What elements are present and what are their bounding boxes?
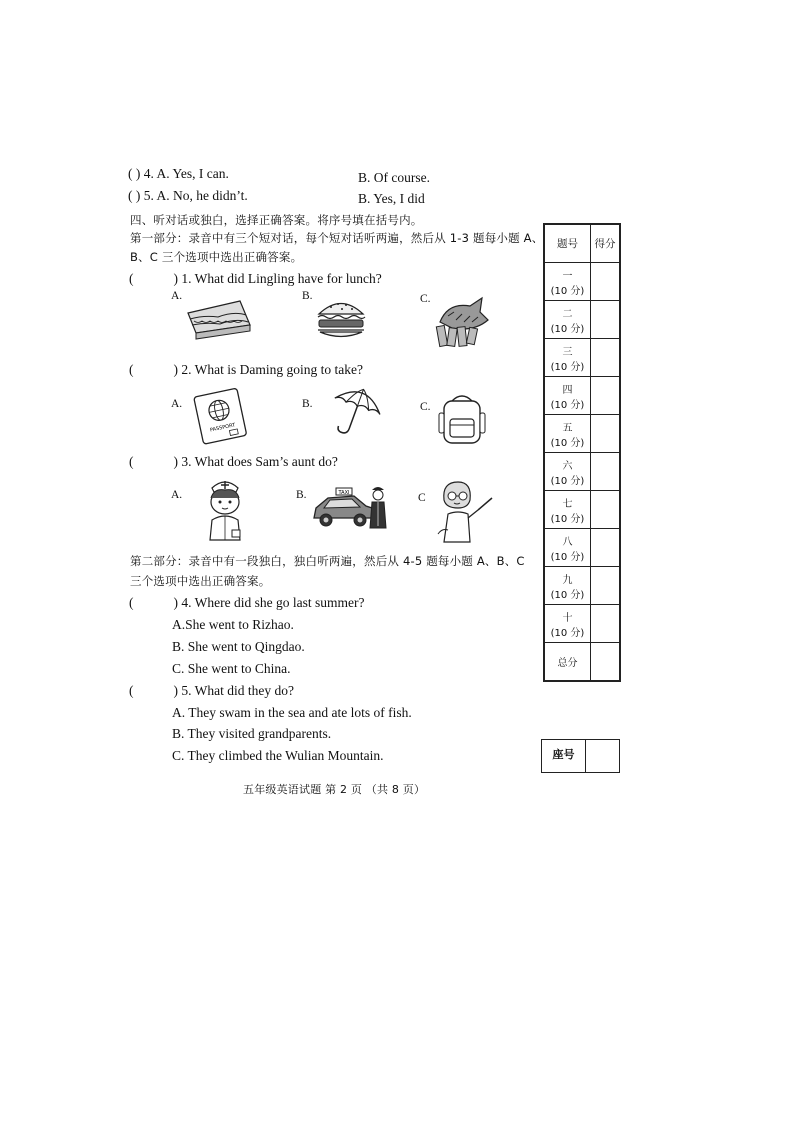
part1-instruction-2: B、C 三个选项中选出正确答案。 bbox=[130, 250, 303, 264]
score-row-1: 一 (10 分) bbox=[545, 263, 591, 301]
part2-instruction-2: 三个选项中选出正确答案。 bbox=[130, 574, 271, 588]
q2-option-a: A. bbox=[171, 398, 183, 410]
score-cell-4[interactable] bbox=[590, 377, 619, 415]
score-cell-7[interactable] bbox=[590, 491, 619, 529]
prev-q5-stem: ( ) 5. A. No, he didn’t. bbox=[128, 188, 248, 203]
answer-paren-5[interactable]: ( ) bbox=[129, 683, 178, 698]
score-cell-2[interactable] bbox=[590, 301, 619, 339]
q2-option-c: C. bbox=[420, 401, 431, 413]
question-5: ( ) 5. What did they do? bbox=[129, 683, 294, 698]
score-row-3: 三 (10 分) bbox=[545, 339, 591, 377]
q5-choice-a: A. They swam in the sea and ate lots of fish. bbox=[172, 705, 412, 720]
passport-text: PASSPORT bbox=[209, 422, 236, 434]
nurse-icon bbox=[202, 474, 248, 544]
score-total-label: 总分 bbox=[545, 643, 591, 681]
umbrella-icon bbox=[330, 384, 382, 442]
score-cell-3[interactable] bbox=[590, 339, 619, 377]
score-row-9: 九 (10 分) bbox=[545, 567, 591, 605]
q3-option-b: B. bbox=[296, 489, 307, 501]
question-4: ( ) 4. Where did she go last summer? bbox=[129, 595, 365, 610]
page-footer: 五年级英语试题 第 2 页 （共 8 页） bbox=[243, 783, 426, 796]
score-header-num: 题号 bbox=[545, 225, 591, 263]
prev-q4-option-b: B. Of course. bbox=[358, 170, 430, 185]
q4-choice-a: A.She went to Rizhao. bbox=[172, 617, 294, 632]
teacher-icon bbox=[434, 478, 494, 544]
q3-option-c: C bbox=[418, 492, 426, 504]
q1-option-a: A. bbox=[171, 290, 183, 302]
score-row-6: 六 (10 分) bbox=[545, 453, 591, 491]
part1-instruction-1: 第一部分：录音中有三个短对话，每个短对话听两遍，然后从 1-3 题每小题 A、 bbox=[130, 231, 544, 245]
backpack-icon bbox=[438, 393, 486, 445]
score-cell-5[interactable] bbox=[590, 415, 619, 453]
score-row-10: 十 (10 分) bbox=[545, 605, 591, 643]
seat-number-box[interactable] bbox=[541, 739, 620, 773]
fish-and-chips-icon bbox=[434, 292, 492, 348]
q2-option-b: B. bbox=[302, 398, 313, 410]
score-cell-8[interactable] bbox=[590, 529, 619, 567]
score-row-8: 八 (10 分) bbox=[545, 529, 591, 567]
score-header-score: 得分 bbox=[590, 225, 619, 263]
question-3: ( ) 3. What does Sam’s aunt do? bbox=[129, 454, 338, 469]
prev-q4-stem: ( ) 4. A. Yes, I can. bbox=[128, 166, 229, 181]
score-row-4: 四 (10 分) bbox=[545, 377, 591, 415]
answer-paren-3[interactable]: ( ) bbox=[129, 454, 178, 469]
q1-option-b: B. bbox=[302, 290, 313, 302]
part2-instruction-1: 第二部分：录音中有一段独白，独白听两遍，然后从 4-5 题每小题 A、B、C bbox=[130, 554, 525, 568]
taxi-icon bbox=[310, 480, 394, 532]
q5-choice-b: B. They visited grandparents. bbox=[172, 726, 332, 741]
q4-choice-c: C. She went to China. bbox=[172, 661, 291, 676]
score-total-cell[interactable] bbox=[590, 643, 619, 681]
question-1: ( ) 1. What did Lingling have for lunch? bbox=[129, 271, 382, 286]
taxi-sign-text: TAXI bbox=[338, 490, 350, 496]
q5-choice-c: C. They climbed the Wulian Mountain. bbox=[172, 748, 384, 763]
q3-option-a: A. bbox=[171, 489, 183, 501]
section-title: 四、听对话或独白，选择正确答案。将序号填在括号内。 bbox=[130, 213, 423, 227]
seat-number-label: 座号 bbox=[542, 740, 586, 772]
answer-paren-1[interactable]: ( ) bbox=[129, 271, 178, 286]
sandwich-icon bbox=[184, 297, 254, 339]
passport-icon bbox=[190, 386, 252, 444]
score-row-5: 五 (10 分) bbox=[545, 415, 591, 453]
score-row-7: 七 (10 分) bbox=[545, 491, 591, 529]
score-cell-1[interactable] bbox=[590, 263, 619, 301]
burger-icon bbox=[316, 297, 366, 341]
score-table bbox=[543, 223, 621, 682]
score-cell-9[interactable] bbox=[590, 567, 619, 605]
answer-paren-2[interactable]: ( ) bbox=[129, 362, 178, 377]
score-row-2: 二 (10 分) bbox=[545, 301, 591, 339]
q4-choice-b: B. She went to Qingdao. bbox=[172, 639, 305, 654]
question-2: ( ) 2. What is Daming going to take? bbox=[129, 362, 363, 377]
score-cell-6[interactable] bbox=[590, 453, 619, 491]
prev-q5-option-b: B. Yes, I did bbox=[358, 191, 425, 206]
score-cell-10[interactable] bbox=[590, 605, 619, 643]
answer-paren-4[interactable]: ( ) bbox=[129, 595, 178, 610]
q1-option-c: C. bbox=[420, 293, 431, 305]
